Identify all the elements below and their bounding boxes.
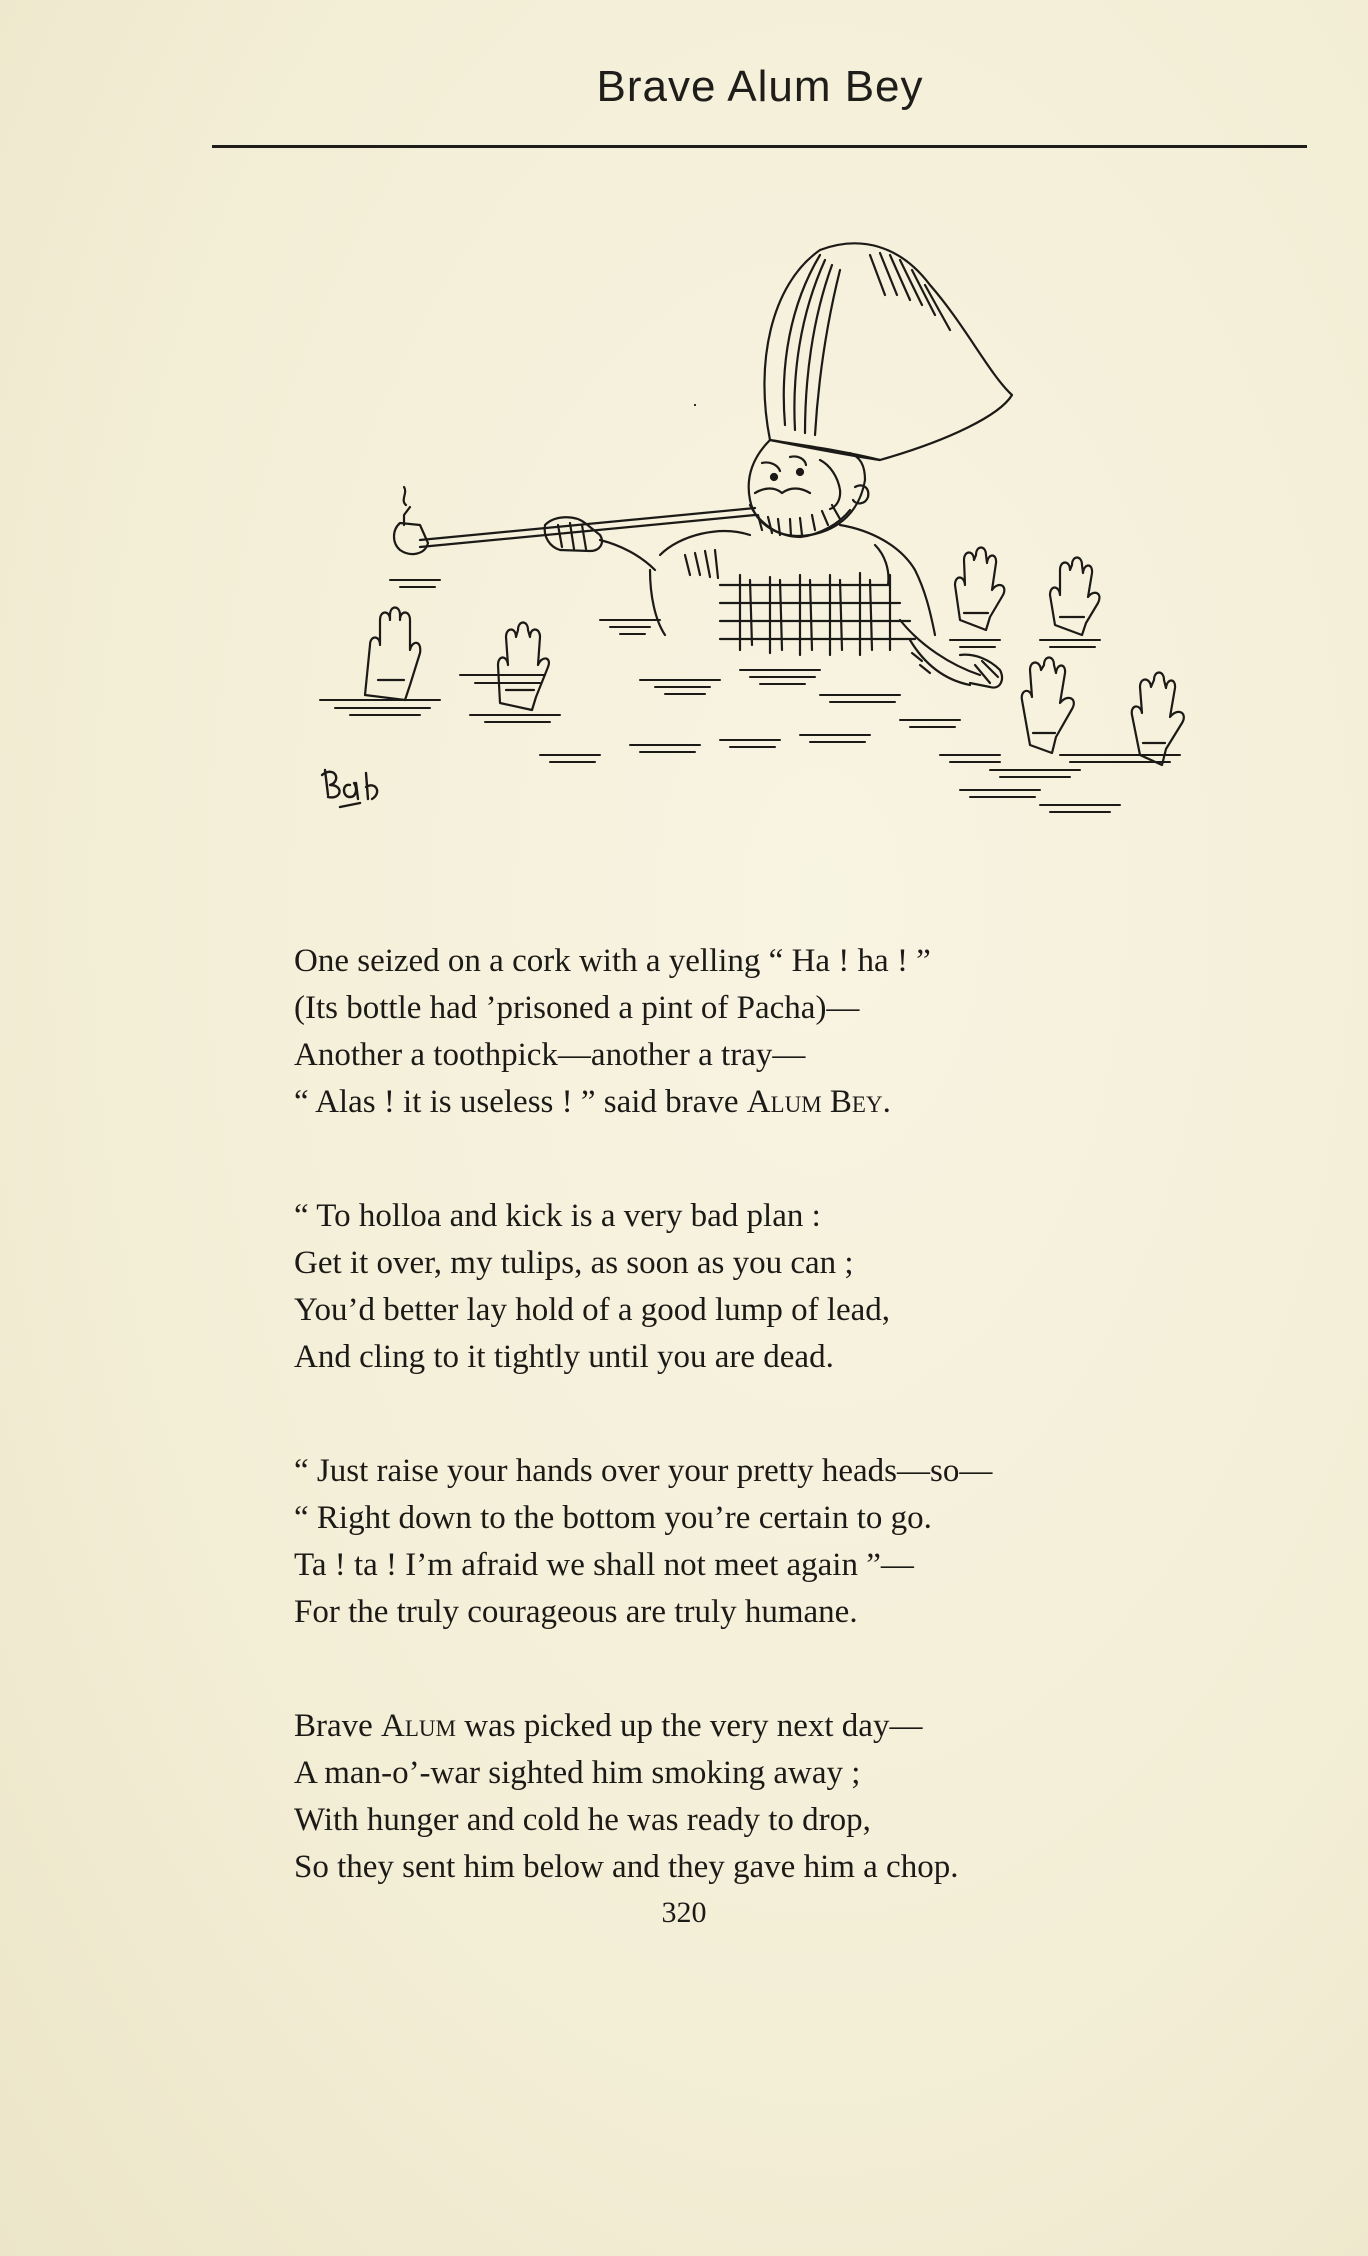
verse-line: One seized on a cork with a yelling “ Ha ! ha ! ”	[294, 943, 931, 979]
verse-text: .	[882, 1084, 891, 1120]
verse-line: “ To holloa and kick is a very bad plan :	[294, 1198, 821, 1234]
verse-line: “ Right down to the bottom you’re certain to go.	[294, 1500, 932, 1536]
raised-hand-right-1	[695, 405, 1004, 630]
verse-text: was picked up the very next day—	[456, 1708, 923, 1744]
raised-hand-right-2	[1050, 558, 1099, 636]
verse-line: For the truly courageous are truly humane.	[294, 1594, 858, 1630]
verse-line	[294, 1703, 1274, 1750]
verse-line: You’d better lay hold of a good lump of lead,	[294, 1292, 891, 1328]
stanza-3	[294, 1448, 1274, 1636]
page-number: 320	[661, 1896, 707, 1929]
header-rule	[212, 145, 1307, 148]
bey-body	[650, 525, 1002, 688]
verse-line	[294, 1079, 1274, 1126]
verse-line: “ Just raise your hands over your pretty heads—so—	[294, 1453, 993, 1489]
verse-line: With hunger and cold he was ready to drop,	[294, 1802, 871, 1838]
verse-text: “ Alas ! it is useless ! ” said brave	[294, 1084, 747, 1120]
verse-line: A man-o’-war sighted him smoking away ;	[294, 1755, 861, 1791]
stanza-1	[294, 938, 1274, 1126]
name-small-caps: Alum	[381, 1708, 456, 1744]
long-pipe	[394, 487, 755, 554]
name-small-caps: Alum Bey	[746, 1084, 883, 1120]
raised-hand-left-1	[365, 608, 420, 701]
verse-line: Get it over, my tulips, as soon as you can ;	[294, 1245, 854, 1281]
verse-line: And cling to it tightly until you are dead.	[294, 1339, 834, 1375]
stanza-4	[294, 1703, 1274, 1891]
verse-line: So they sent him below and they gave him a chop.	[294, 1849, 959, 1885]
raised-hand-left-2	[498, 623, 549, 711]
poem	[294, 938, 1274, 1958]
running-head: Brave Alum Bey	[596, 62, 924, 111]
raised-hand-right-4	[1132, 673, 1184, 766]
verse-line: Another a toothpick—another a tray—	[294, 1037, 806, 1073]
verse-line: Ta ! ta ! I’m afraid we shall not meet again ”—	[294, 1547, 914, 1583]
verse-line: (Its bottle had ’prisoned a pint of Pacha)—	[294, 990, 860, 1026]
bab-signature	[322, 770, 377, 807]
illustration-drowning-bey	[300, 225, 1220, 825]
tall-fez	[764, 243, 1012, 460]
verse-text: Brave	[294, 1708, 382, 1744]
raised-hand-right-3	[1022, 658, 1074, 754]
stanza-2	[294, 1193, 1274, 1381]
